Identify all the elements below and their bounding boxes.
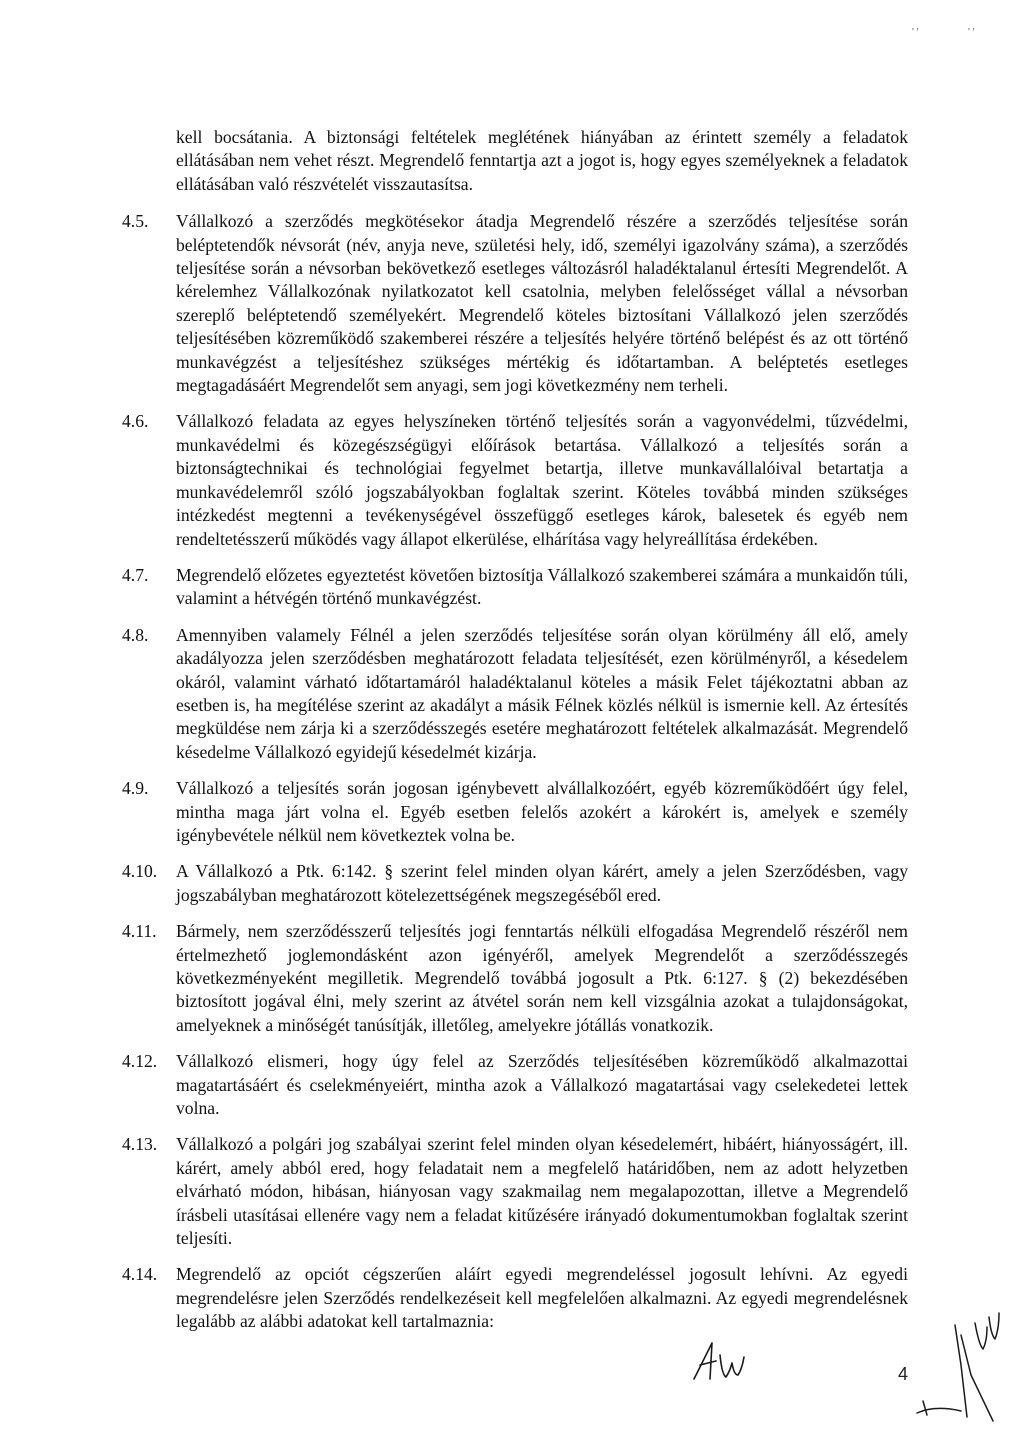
item-number: 4.14. — [122, 1264, 158, 1285]
item-number: 4.11. — [122, 921, 157, 942]
item-number: 4.6. — [122, 411, 149, 432]
item-text: Vállalkozó elismeri, hogy úgy felel az Szerződés teljesítésében közreműködő alkalmazottai magatartásáért és cselekményeiért, mintha azok a Vállalkozó magatartásai vagy cselekedetei lettek volna. — [176, 1051, 908, 1119]
handwritten-signature-icon — [915, 1305, 1005, 1430]
intro-paragraph: kell bocsátania. A biztonsági feltételek meglétének hiányában az érintett személy a feladatok ellátásában nem vehet részt. Megrendelő fenntartja azt a jogot is, hogy egyes személyeknek a feladatok ellátásában való részvételét visszautasítsa. — [176, 127, 908, 194]
document-body — [122, 126, 908, 1347]
list-item — [122, 410, 908, 550]
item-text: Vállalkozó a polgári jog szabályai szerint felel minden olyan késedelemért, hibáért, hiányosságért, ill. kárért, amely abból ered, hogy feladatait nem a megfelelő határidőben, nem az adott helyzetben elvárható módon, hibásan, hiányosan vagy szakmailag nem megalapozottan, illetve a Megrendelő írásbeli utasításai ellenére vagy nem a feladat kitűzésére irányadó dokumentumokban foglaltak szerint teljesíti. — [176, 1134, 908, 1249]
list-item — [122, 1133, 908, 1250]
item-text: Bármely, nem szerződésszerű teljesítés jogi fenntartás nélküli elfogadása Megrendelő részéről nem értelmezhető joglemondásként azon igényéről, amelyek Megrendelőt a szerződésszegés következményeként megilletik. Megrendelő továbbá jogosult a Ptk. 6:127. § (2) bekezdésében biztosított jogával élni, mely szerint az átvétel során nem kell vizsgálnia azokat a tulajdonságokat, amelyeknek a minőségét tanúsítják, illetőleg, amelyekre jótállás vonatkozik. — [176, 921, 908, 1035]
item-text: Amennyiben valamely Félnél a jelen szerződés teljesítése során olyan körülmény áll elő, amely akadályozza jelen szerződésben meghatározott feladata teljesítését, ezen körülményről, a késedelem okáról, valamint várható időtartamáról haladéktalanul köteles a másik Felet tájékoztatni abban az esetben is, ha megítélése szerint az akadályt a másik Félnek közlés nélkül is ismernie kell. Az értesítés megküldése nem zárja ki a szerződésszegés esetére meghatározott feltételek alkalmazását. Megrendelő késedelme Vállalkozó egyidejű késedelmét kizárja. — [176, 624, 908, 762]
list-item — [122, 1050, 908, 1120]
list-item — [122, 564, 908, 611]
item-number: 4.8. — [122, 624, 149, 645]
scan-mark: ' ' — [968, 26, 975, 38]
item-text: Megrendelő az opciót cégszerűen aláírt egyedi megrendeléssel jogosult lehívni. Az egyedi megrendelésre jelen Szerződés rendelkezéseit kell megfelelően alkalmazni. Az egyedi megrendelésnek legalább az alábbi adatokat kell tartalmaznia: — [176, 1264, 908, 1332]
item-text: Megrendelő előzetes egyeztetést követően biztosítja Vállalkozó szakemberei számára a munkaidőn túli, valamint a hétvégén történő munkavégzést. — [176, 564, 908, 609]
list-item — [122, 624, 908, 764]
item-text: Vállalkozó a szerződés megkötésekor átadja Megrendelő részére a szerződés teljesítése során beléptetendők névsorát (név, anyja neve, születési hely, idő, személyi igazolvány száma), a szerződés teljesítése során a névsorban bekövetkező esetleges változásról haladéktalanul értesíti Megrendelőt. A kérelemhez Vállalkozónak nyilatkozatot kell csatolnia, melyben felelősséget vállal a névsorban szereplő beléptetendő személyekért. Megrendelő köteles biztosítani Vállalkozó jelen szerződés teljesítésében közreműködő szakemberei részére a teljesítés helyére történő belépést és az ott történő munkavégzést a teljesítéshez szükséges mértékig és időtartamban. A beléptetés esetleges megtagadásáért Megrendelőt sem anyagi, sem jogi következmény nem terheli. — [176, 211, 908, 396]
item-number: 4.9. — [122, 778, 149, 799]
handwritten-initials-icon — [690, 1335, 750, 1390]
item-number: 4.10. — [122, 861, 158, 882]
scan-mark: ' ' — [912, 26, 919, 38]
item-number: 4.5. — [122, 211, 149, 232]
list-item — [122, 210, 908, 397]
list-item — [122, 860, 908, 907]
list-item — [122, 920, 908, 1037]
item-number: 4.7. — [122, 564, 149, 585]
item-number: 4.13. — [122, 1134, 158, 1155]
page-number: 4 — [898, 1364, 909, 1384]
item-text: A Vállalkozó a Ptk. 6:142. § szerint felel minden olyan kárért, amely a jelen Szerződésben, vagy jogszabályban meghatározott kötelezettségének megszegéséből ered. — [176, 861, 908, 905]
list-item — [122, 1263, 908, 1333]
list-item — [122, 777, 908, 847]
item-text: Vállalkozó feladata az egyes helyszíneken történő teljesítés során a vagyonvédelmi, tűzvédelmi, munkavédelmi és közegészségügyi előírások betartása. Vállalkozó a teljesítés során a biztonságtechnikai és technológiai fegyelmet betartja, illetve munkavállalóival betartatja a munkavédelemről szóló jogszabályokban foglaltak szerint. Köteles továbbá minden szükséges intézkedést megtenni a tevékenységével összefüggő esetleges károk, balesetek és egyéb nem rendeltetésszerű működés vagy állapot elkerülése, elhárítása vagy helyreállítása érdekében. — [176, 411, 908, 549]
item-text: Vállalkozó a teljesítés során jogosan igénybevett alvállalkozóért, egyéb közreműködőért úgy felel, mintha maga járt volna el. Egyéb esetben felelős azokért a károkért is, amelyek e személy igénybevétele nélkül nem következtek volna be. — [176, 778, 908, 845]
item-number: 4.12. — [122, 1051, 158, 1072]
